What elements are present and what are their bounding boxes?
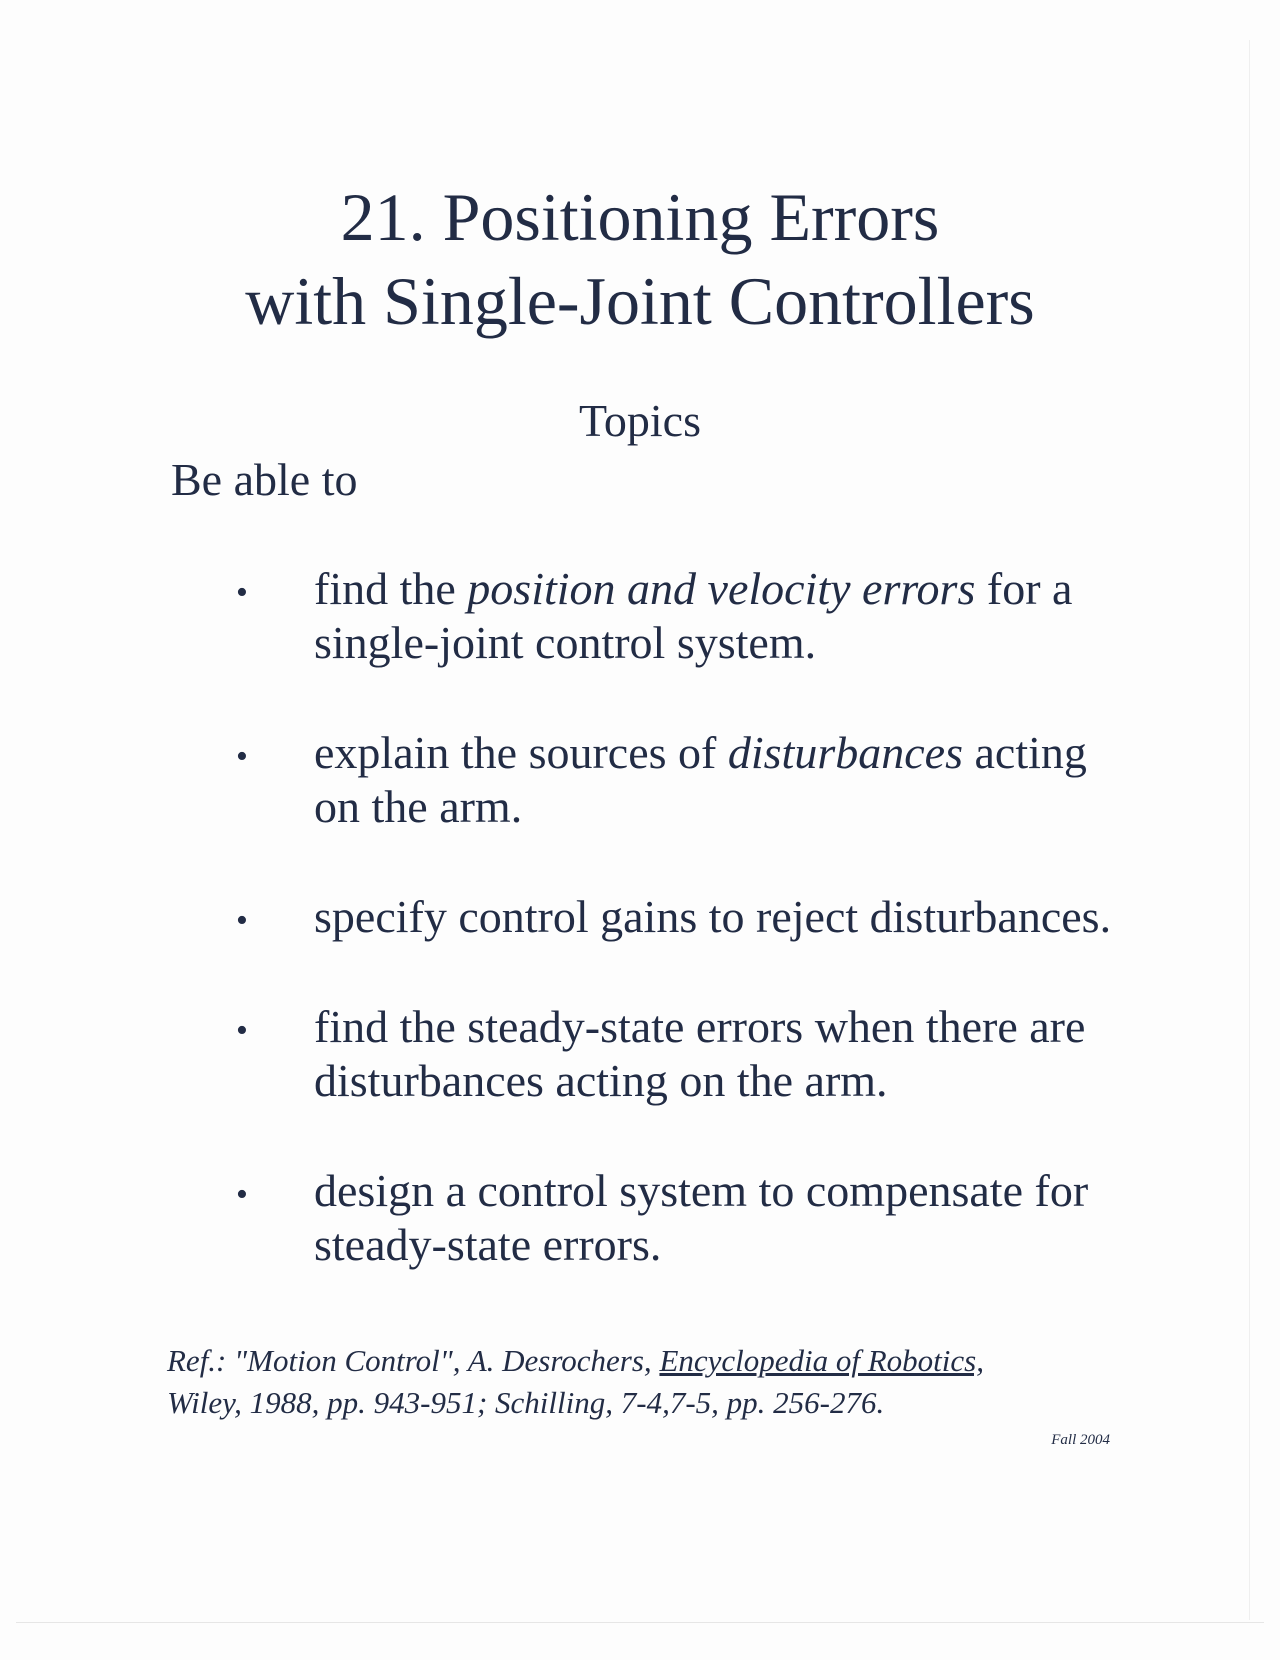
list-item-text: design a control system to compensate for steady-state errors. <box>314 1165 1089 1270</box>
reference-prefix: Ref.: "Motion Control", A. Desrochers, <box>167 1343 660 1378</box>
list-item-text: specify control gains to reject disturbances. <box>314 891 1112 942</box>
objectives-list <box>236 562 1136 1328</box>
list-item-text: find the steady-state errors when there are disturbances acting on the arm. <box>314 1001 1086 1106</box>
bullet-icon: • <box>236 574 248 611</box>
title-line-1: 21. Positioning Errors <box>340 179 940 255</box>
bullet-icon: • <box>236 902 248 939</box>
page-title <box>0 175 1280 343</box>
bullet-icon: • <box>236 1176 248 1213</box>
title-line-2: with Single-Joint Controllers <box>245 263 1035 339</box>
semester-date: Fall 2004 <box>1051 1432 1110 1448</box>
list-item-text: explain the sources of disturbances acting on the arm. <box>314 727 1087 832</box>
list-item <box>236 1164 1136 1272</box>
list-item <box>236 726 1136 834</box>
reference-citation <box>167 1340 984 1424</box>
reference-book-title: Encyclopedia of Robotics, <box>659 1343 984 1378</box>
list-item-text: find the position and velocity errors for a single-joint control system. <box>314 563 1073 668</box>
list-item <box>236 562 1136 670</box>
bullet-icon: • <box>236 1012 248 1049</box>
intro-text: Be able to <box>171 454 358 505</box>
bullet-icon: • <box>236 738 248 775</box>
scan-bottom-line <box>16 1622 1264 1623</box>
list-item <box>236 1000 1136 1108</box>
list-item <box>236 890 1136 944</box>
reference-suffix: Wiley, 1988, pp. 943-951; Schilling, 7-4,7-5, pp. 256-276. <box>167 1385 885 1420</box>
topics-heading: Topics <box>579 395 701 446</box>
